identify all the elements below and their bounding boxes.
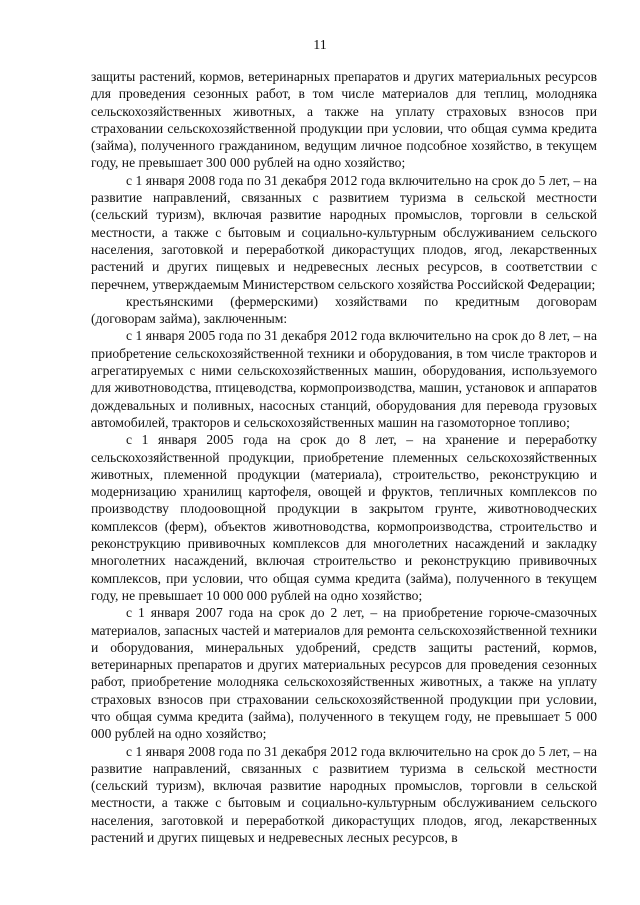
document-body bbox=[91, 68, 597, 846]
paragraph-seasonal-loans: с 1 января 2007 года на срок до 2 лет, – на приобретение горюче-смазочных материалов, запасных частей и материалов для ремонта сельскохозяйственной техники и оборудования, минеральных удобрений, средств защиты растений, кормов, ветеринарных препаратов и других материальных ресурсов для проведения сезонных работ, приобретение молодняка сельскохозяйственных животных, а также на уплату страховых взносов при страховании сельскохозяйственной продукции при условии, что общая сумма кредита (займа), полученного в текущем году, не превышает 5 000 000 рублей на одно хозяйство; bbox=[91, 605, 597, 742]
paragraph-processing-loans: с 1 января 2005 года на срок до 8 лет, – на хранение и переработку сельскохозяйственной продукции, приобретение племенных сельскохозяйственных животных, племенной продукции (материала), строительство, реконструкцию и модернизацию хранилищ картофеля, овощей и фруктов, тепличных комплексов по производству плодоовощной продукции в закрытом грунте, животноводческих комплексов (ферм), объектов животноводства, кормопроизводства, строительство и реконструкцию прививочных комплексов для многолетних насаждений и закладку многолетних насаждений, включая строительство и реконструкцию прививочных комплексов, при условии, что общая сумма кредита (займа), полученного в текущем году, не превышает 10 000 000 рублей на одно хозяйство; bbox=[91, 432, 597, 603]
page-number: 11 bbox=[313, 38, 327, 53]
paragraph-continuation: защиты растений, кормов, ветеринарных препаратов и других материальных ресурсов для проведения сезонных работ, в том числе материалов для теплиц, молодняка сельскохозяйственных животных, а также на уплату страховых взносов при страховании сельскохозяйственной продукции при условии, что общая сумма кредита (займа), полученного гражданином, ведущим личное подсобное хозяйство, в текущем году, не превышает 300 000 рублей на одно хозяйство; bbox=[91, 69, 597, 171]
paragraph-machinery-loans: с 1 января 2005 года по 31 декабря 2012 года включительно на срок до 8 лет, – на приобретение сельскохозяйственной техники и оборудования, в том числе тракторов и агрегатируемых с ними сельскохозяйственных машин, оборудования, используемого для животноводства, птицеводства, кормопроизводства, машин, установок и аппаратов дождевальных и поливных, насосных станций, оборудования для перевода грузовых автомобилей, тракторов и сельскохозяйственных машин на газомоторное топливо; bbox=[91, 328, 597, 430]
paragraph-farm-households-intro: крестьянскими (фермерскими) хозяйствами по кредитным договорам (договорам займа), заключенным: bbox=[91, 293, 597, 327]
paragraph-rural-tourism-farms: с 1 января 2008 года по 31 декабря 2012 года включительно на срок до 5 лет, – на развитие направлений, связанных с развитием туризма в сельской местности (сельский туризм), включая развитие народных промыслов, торговли в сельской местности, а также с бытовым и социально-культурным обслуживанием сельского населения, заготовкой и переработкой дикорастущих плодов, ягод, лекарственных растений и других пищевых и недревесных лесных ресурсов, в bbox=[91, 743, 597, 846]
paragraph-rural-tourism-households: с 1 января 2008 года по 31 декабря 2012 года включительно на срок до 5 лет, – на развитие направлений, связанных с развитием туризма в сельской местности (сельский туризм), включая развитие народных промыслов, торговли в сельской местности, а также с бытовым и социально-культурным обслуживанием сельского населения, заготовкой и переработкой дикорастущих плодов, ягод, лекарственных растений и других пищевых и недревесных лесных ресурсов, в соответствии с перечнем, утверждаемым Министерством сельского хозяйства Российской Федерации; bbox=[91, 172, 597, 292]
